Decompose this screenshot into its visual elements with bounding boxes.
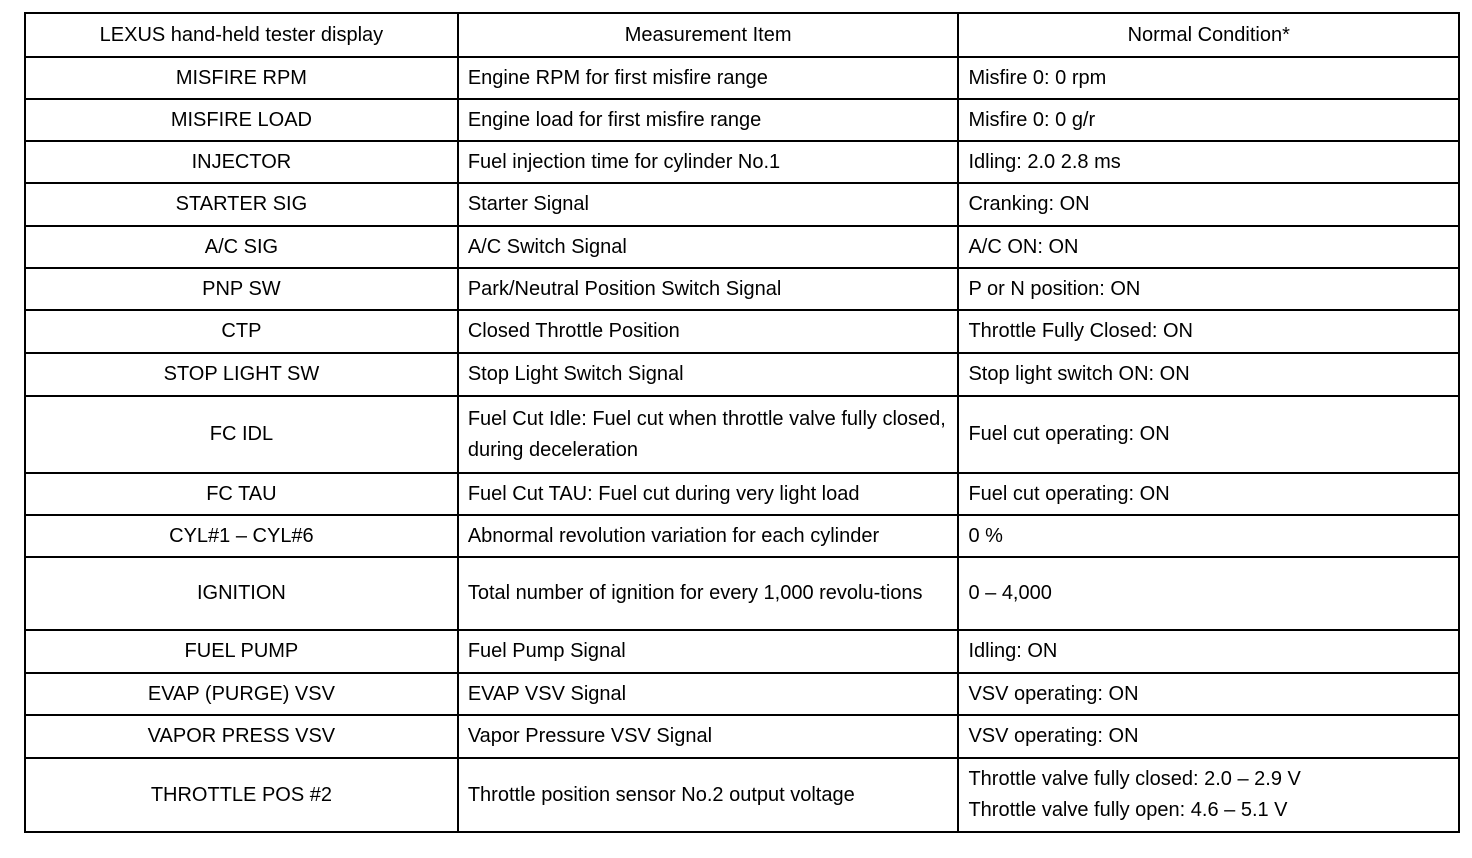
header-row xyxy=(25,13,1459,57)
condition-line: 0 – 4,000 xyxy=(968,582,1052,604)
table-row xyxy=(25,715,1459,758)
condition-line: Idling: ON xyxy=(968,640,1058,662)
cell-measurement-item: A/C Switch Signal xyxy=(458,226,959,268)
table-row xyxy=(25,473,1459,515)
condition-line: VSV operating: ON xyxy=(968,682,1139,705)
cell-measurement-item: Vapor Pressure VSV Signal xyxy=(458,715,959,758)
cell-display: VAPOR PRESS VSV xyxy=(25,715,458,758)
condition-line: Stop light switch ON: ON xyxy=(968,363,1190,385)
condition-line: Fuel cut operating: ON xyxy=(968,482,1170,505)
table-row xyxy=(25,141,1459,183)
condition-line: Misfire 0: 0 g/r xyxy=(968,108,1096,131)
cell-display: CYL#1 – CYL#6 xyxy=(25,515,458,557)
cell-display: IGNITION xyxy=(25,557,458,630)
table-row xyxy=(25,268,1459,310)
condition-line: P or N position: ON xyxy=(968,277,1141,300)
cell-measurement-item: Fuel injection time for cylinder No.1 xyxy=(458,141,959,183)
cell-display: FUEL PUMP xyxy=(25,630,458,673)
table-row xyxy=(25,57,1459,99)
cell-measurement-item: Fuel Cut Idle: Fuel cut when throttle valve fully closed, during deceleration xyxy=(458,396,959,473)
cell-measurement-item: EVAP VSV Signal xyxy=(458,673,959,715)
cell-display: THROTTLE POS #2 xyxy=(25,758,458,832)
cell-measurement-item: Abnormal revolution variation for each cylinder xyxy=(458,515,959,557)
header-display: LEXUS hand-held tester display xyxy=(25,13,458,57)
table-row xyxy=(25,99,1459,141)
condition-line: Throttle valve fully open: 4.6 – 5.1 V xyxy=(968,799,1288,821)
table-row xyxy=(25,353,1459,396)
table-row xyxy=(25,557,1459,630)
table-row xyxy=(25,515,1459,557)
condition-line: Cranking: ON xyxy=(968,193,1090,215)
header-item: Measurement Item xyxy=(458,13,959,57)
cell-normal-condition xyxy=(958,473,1459,515)
cell-display: FC TAU xyxy=(25,473,458,515)
cell-display: STOP LIGHT SW xyxy=(25,353,458,396)
cell-display: A/C SIG xyxy=(25,226,458,268)
table-row xyxy=(25,758,1459,832)
condition-line: A/C ON: ON xyxy=(968,235,1079,258)
condition-line: VSV operating: ON xyxy=(968,725,1139,747)
table-row xyxy=(25,183,1459,226)
header-condition: Normal Condition* xyxy=(958,13,1459,57)
cell-measurement-item: Park/Neutral Position Switch Signal xyxy=(458,268,959,310)
condition-line: Throttle valve fully closed: 2.0 – 2.9 V xyxy=(968,768,1301,790)
table-row xyxy=(25,630,1459,673)
cell-normal-condition xyxy=(958,630,1459,673)
cell-normal-condition xyxy=(958,396,1459,473)
cell-measurement-item: Stop Light Switch Signal xyxy=(458,353,959,396)
cell-normal-condition xyxy=(958,268,1459,310)
cell-display: CTP xyxy=(25,310,458,353)
cell-display: STARTER SIG xyxy=(25,183,458,226)
cell-normal-condition xyxy=(958,673,1459,715)
cell-measurement-item: Fuel Cut TAU: Fuel cut during very light load xyxy=(458,473,959,515)
cell-measurement-item: Closed Throttle Position xyxy=(458,310,959,353)
cell-measurement-item: Total number of ignition for every 1,000 revolu-tions xyxy=(458,557,959,630)
cell-normal-condition xyxy=(958,226,1459,268)
cell-normal-condition xyxy=(958,715,1459,758)
cell-normal-condition xyxy=(958,183,1459,226)
condition-line: Misfire 0: 0 rpm xyxy=(968,66,1107,89)
table-row xyxy=(25,673,1459,715)
cell-normal-condition xyxy=(958,557,1459,630)
table-row xyxy=(25,226,1459,268)
cell-normal-condition xyxy=(958,353,1459,396)
cell-normal-condition xyxy=(958,141,1459,183)
cell-measurement-item: Fuel Pump Signal xyxy=(458,630,959,673)
cell-measurement-item: Engine load for first misfire range xyxy=(458,99,959,141)
cell-display: INJECTOR xyxy=(25,141,458,183)
cell-normal-condition xyxy=(958,310,1459,353)
table-row xyxy=(25,310,1459,353)
cell-normal-condition xyxy=(958,758,1459,832)
condition-line: Throttle Fully Closed: ON xyxy=(968,320,1193,342)
cell-measurement-item: Throttle position sensor No.2 output voltage xyxy=(458,758,959,832)
condition-line: Fuel cut operating: ON xyxy=(968,423,1170,445)
cell-normal-condition xyxy=(958,515,1459,557)
table-row xyxy=(25,396,1459,473)
cell-normal-condition xyxy=(958,99,1459,141)
cell-display: EVAP (PURGE) VSV xyxy=(25,673,458,715)
cell-display: PNP SW xyxy=(25,268,458,310)
cell-display: MISFIRE LOAD xyxy=(25,99,458,141)
cell-measurement-item: Starter Signal xyxy=(458,183,959,226)
cell-display: FC IDL xyxy=(25,396,458,473)
condition-line: 0 % xyxy=(968,524,1003,547)
condition-line: Idling: 2.0 2.8 ms xyxy=(968,150,1121,173)
data-list-table xyxy=(24,12,1460,833)
cell-measurement-item: Engine RPM for first misfire range xyxy=(458,57,959,99)
cell-display: MISFIRE RPM xyxy=(25,57,458,99)
cell-normal-condition xyxy=(958,57,1459,99)
